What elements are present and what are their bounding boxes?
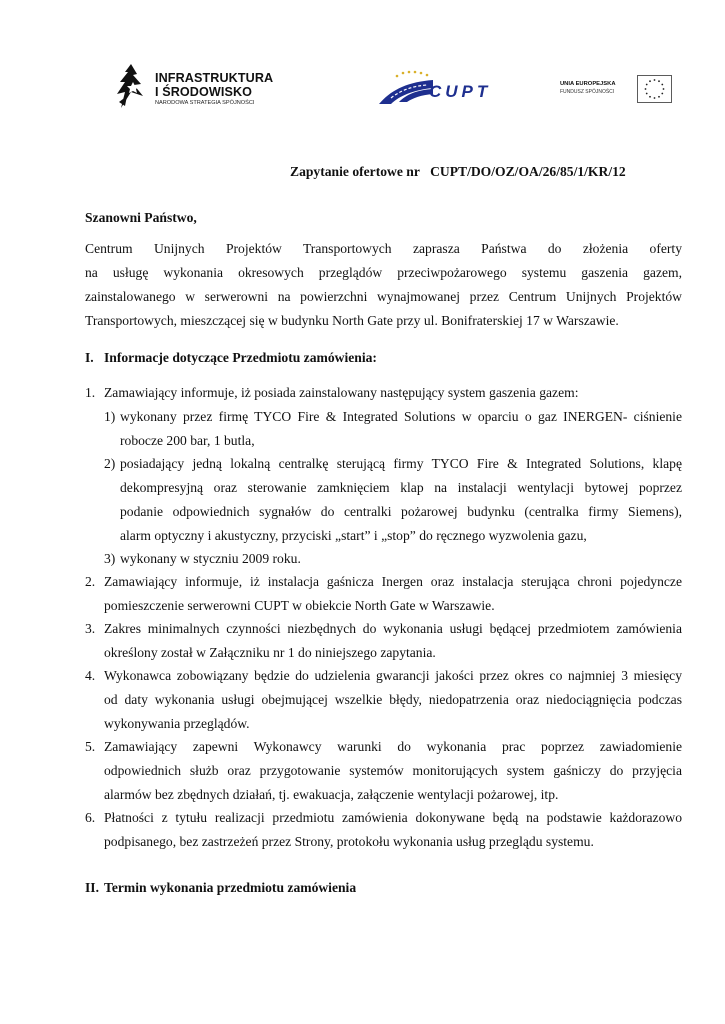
cupt-road-icon [377,68,437,108]
sub2-line-4: alarm optyczny i akustyczny, przyciski „start” i „stop” do ręcznego wyzwolenia gazu, [120,528,587,543]
section2-number: II. [85,880,99,895]
item4-line-3: wykonywania przeglądów. [104,716,250,731]
section1-title: Informacje dotyczące Przedmiotu zamówienia: [104,350,377,365]
page-header [0,0,725,130]
eu-cohesion-fund-logo [560,75,675,103]
intro-line-3: zainstalowanego w serwerowni na powierzchni wynajmowanej przez Centrum Unijnych Projektów [85,289,682,304]
item6-line-1: Płatności z tytułu realizacji przedmiotu zamówienia dokonywane będą na podstawie każdorazowo [104,810,682,825]
sub2-line-3: podanie odpowiednich sygnałów do centralki pożarowej budynku (centralka firmy Siemens), [120,504,682,519]
sub3-line-1: wykonany w styczniu 2009 roku. [120,551,301,566]
sub2-line-1: posiadający jedną lokalną centralkę sterującą firmy TYCO Fire & Integrated Solutions, klapę [120,456,682,471]
sub2-line-2: dekompresyjną oraz sterowanie zamknięciem klap na instalacji wentylacji bytowej poprzez [120,480,682,495]
eu-flag-icon [637,75,672,103]
greeting: Szanowni Państwo, [85,210,197,225]
logo-is-line1: INFRASTRUKTURA [155,71,274,85]
item2-line-2: pomieszczenie serwerowni CUPT w obiekcie North Gate w Warszawie. [104,598,495,613]
item3-line-2: określony został w Załączniku nr 1 do niniejszego zapytania. [104,645,436,660]
intro-line-1: Centrum Unijnych Projektów Transportowych zaprasza Państwa do złożenia oferty [85,241,682,256]
title-prefix: Zapytanie ofertowe nr [290,164,420,179]
item6-line-2: podpisanego, bez zastrzeżeń przez Strony, protokołu wykonania usług przeglądu systemu. [104,834,594,849]
item4-line-1: Wykonawca zobowiązany będzie do udzielenia gwarancji jakości przez okres co najmniej 3 miesięcy [104,668,682,683]
infrastruktura-srodowisko-logo [115,62,274,114]
item5-line-1: Zamawiający zapewni Wykonawcy warunki do wykonania prac poprzez zawiadomienie [104,739,682,754]
flame-logo-icon [115,62,151,112]
item4-number: 4. [85,668,96,683]
logo-is-line2: I ŚRODOWISKO [155,85,253,99]
section1-number: I. [85,350,94,365]
section2-title: Termin wykonania przedmiotu zamówienia [104,880,357,895]
logo-is-line3: NARODOWA STRATEGIA SPÓJNOŚCI [155,100,255,106]
item1-number: 1. [85,385,96,400]
item5-line-3: alarmów bez zbędnych działań, tj. ewakuacja, załączenie wentylacji pożarowej, itp. [104,787,559,802]
sub2-number: 2) [104,456,116,471]
sub1-line-1: wykonany przez firmę TYCO Fire & Integrated Solutions w oparciu o gaz INERGEN- ciśnienie [120,409,682,424]
cupt-wordmark: CUPT [429,82,492,101]
item4-line-2: od daty wykonania usługi obejmującej wszelkie błędy, niedopatrzenia oraz niedociągnięcia podczas [104,692,682,707]
item3-number: 3. [85,621,96,636]
item5-number: 5. [85,739,96,754]
eu-line1: UNIA EUROPEJSKA [560,81,616,87]
title-number: CUPT/DO/OZ/OA/26/85/1/KR/12 [430,164,626,179]
sub1-line-2: robocze 200 bar, 1 butla, [120,433,255,448]
item2-line-1: Zamawiający informuje, iż instalacja gaśnicza Inergen oraz instalacja sterująca chroni pojedyncze [104,574,682,589]
eu-line2: FUNDUSZ SPÓJNOŚCI [560,89,615,95]
intro-line-2: na usługę wykonania okresowych przeglądów przeciwpożarowego systemu gaszenia gazem, [85,265,682,280]
sub3-number: 3) [104,551,116,566]
cupt-logo [377,68,492,110]
item6-number: 6. [85,810,96,825]
item2-number: 2. [85,574,96,589]
intro-line-4: Transportowych, mieszczącej się w budynku North Gate przy ul. Bonifraterskiej 17 w Warszawie. [85,313,619,328]
item1-text: Zamawiający informuje, iż posiada zainstalowany następujący system gaszenia gazem: [104,385,579,400]
document-title [290,164,626,180]
item5-line-2: odpowiednich służb oraz przygotowanie systemów monitorujących system gaśniczy do przyjęcia [104,763,682,778]
item3-line-1: Zakres minimalnych czynności niezbędnych do wykonania usługi będącej przedmiotem zamówienia [104,621,682,636]
sub1-number: 1) [104,409,116,424]
